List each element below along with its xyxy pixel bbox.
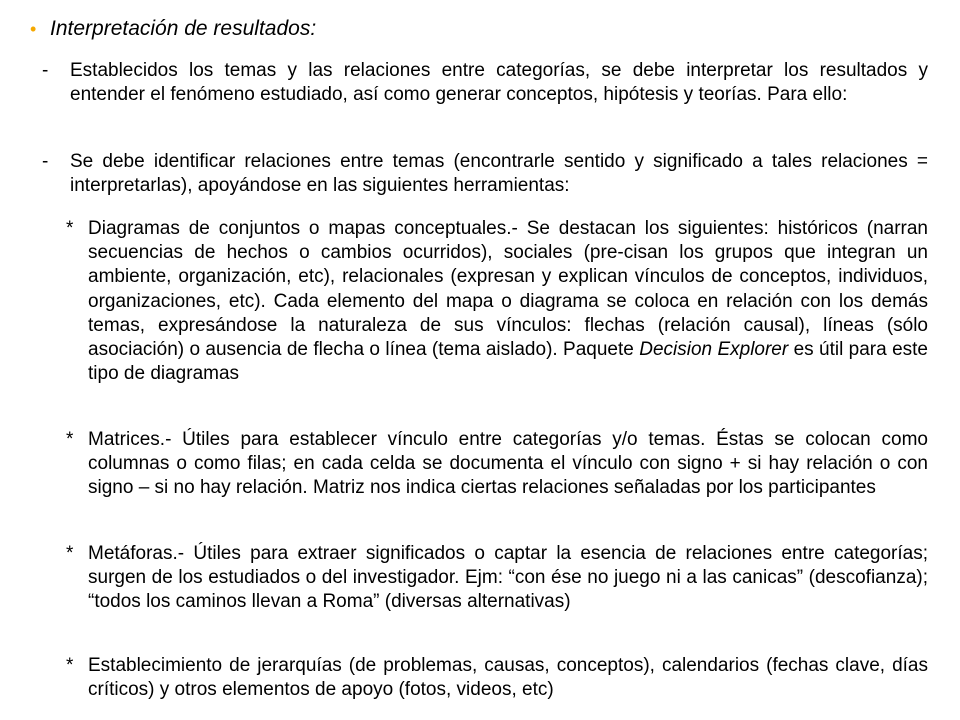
bullet-icon: • [30, 19, 37, 39]
star-marker: * [66, 218, 74, 239]
star-item [66, 542, 928, 615]
software-name: Decision Explorer [639, 339, 789, 361]
dash-item [42, 59, 928, 107]
dash-marker: - [42, 151, 49, 172]
star-item-tail: es útil para este tipo de diagramas [88, 339, 928, 385]
dash-item-text: Establecidos los temas y las relaciones entre categorías, se debe interpretar los resultados y entender el fenómeno estudiado, así como generar conceptos, hipótesis y teorías. Para ello: [70, 60, 928, 106]
star-item [66, 654, 928, 702]
star-marker: * [66, 655, 74, 676]
dash-item [42, 150, 928, 198]
section-heading-text: Interpretación de resultados: [50, 17, 317, 40]
star-item-text: Establecimiento de jerarquías (de problemas, causas, conceptos), calendarios (fechas clave, días críticos) y otros elementos de apoyo (fotos, videos, etc) [88, 655, 928, 701]
dash-item-text: Se debe identificar relaciones entre temas (encontrarle sentido y significado a tales relaciones = interpretarlas), apoyándose en las siguientes herramientas: [70, 151, 928, 197]
star-marker: * [66, 429, 74, 450]
star-item-text: Diagramas de conjuntos o mapas conceptuales.- Se destacan los siguientes: históricos (narran secuencias de hechos o cambios ocurridos), sociales (pre-cisan los grupos que integran un ambiente, organización, etc), relacionales (expresan y explican vínculos de conceptos, individuos, organizaciones, etc). Cada elemento del mapa o diagrama se coloca en relación con los demás temas, expresándose la naturaleza de sus vínculos: flechas (relación causal), líneas (sólo asociación) o ausencia de flecha o línea (tema aislado). Paquete [88, 218, 928, 361]
star-item [66, 217, 928, 386]
section-heading [30, 16, 316, 42]
star-item [66, 428, 928, 501]
star-item-text: Metáforas.- Útiles para extraer significados o captar la esencia de relaciones entre categorías; surgen de los estudiados o del investigador. Ejm: “con ése no juego ni a las canicas” (descofianza); “todos los caminos llevan a Roma” (diversas alternativas) [88, 543, 928, 613]
star-marker: * [66, 543, 74, 564]
star-item-text: Matrices.- Útiles para establecer vínculo entre categorías y/o temas. Éstas se colocan como columnas o como filas; en cada celda se documenta el vínculo con signo + si hay relación o con signo – si no hay relación. Matriz nos indica ciertas relaciones señaladas por los participantes [88, 429, 928, 499]
dash-marker: - [42, 60, 49, 81]
